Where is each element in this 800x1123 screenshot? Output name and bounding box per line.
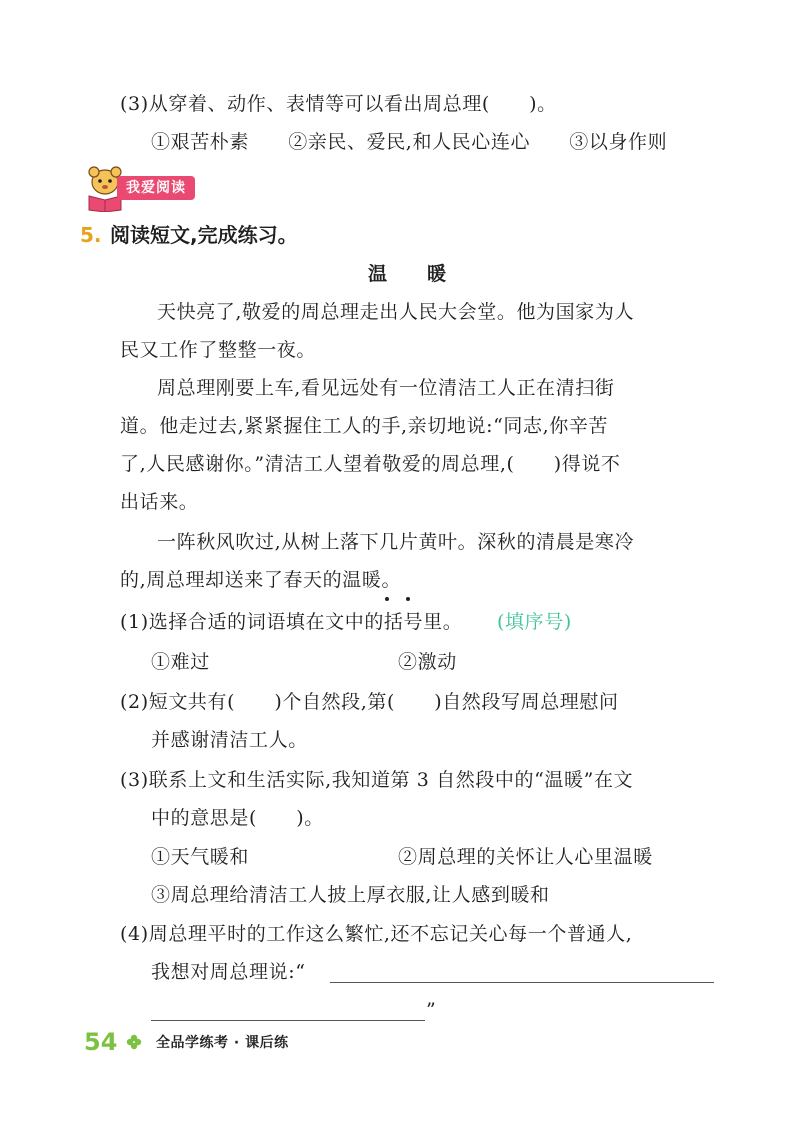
subq2-line-1: (2)短文共有( )个自然段,第( )自然段写周总理慰问	[120, 691, 619, 713]
subq1-option-1: ①难过	[151, 651, 210, 673]
subq3-option-1: ①天气暖和	[151, 846, 250, 868]
subq3-line-2: 中的意思是( )。	[151, 807, 324, 829]
subq3-option-3: ③周总理给清洁工人披上厚衣服,让人感到暖和	[151, 884, 550, 906]
passage-line: 一阵秋风吹过,从树上落下几片黄叶。深秋的清晨是寒冷	[157, 531, 635, 553]
q3-prev-options: ①艰苦朴素 ②亲民、爱民,和人民心连心 ③以身作则	[151, 131, 668, 153]
q3-prev-line: (3)从穿着、动作、表情等可以看出周总理( )。	[120, 93, 557, 115]
emphasis-dot	[385, 597, 389, 601]
answer-blank-1[interactable]	[330, 982, 714, 983]
question-number: 5.	[80, 223, 102, 247]
question-title: 阅读短文,完成练习。	[110, 223, 298, 247]
subq1-text: (1)选择合适的词语填在文中的括号里。	[120, 611, 463, 633]
page-number: 54	[84, 1028, 118, 1056]
subq2-line-2: 并感谢清洁工人。	[151, 729, 308, 751]
passage-line: 出话来。	[120, 491, 199, 513]
passage-title: 温暖	[368, 263, 487, 285]
subq4-close-quote: ”	[426, 999, 437, 1021]
passage-line: 的,周总理却送来了春天的温暖。	[120, 569, 402, 591]
passage-line: 了,人民感谢你。”清洁工人望着敬爱的周总理,( )得说不	[120, 453, 621, 475]
section-badge-label: 我爱阅读	[117, 176, 195, 200]
subq1-option-2: ②激动	[398, 651, 457, 673]
answer-blank-2[interactable]	[151, 1020, 425, 1021]
passage-line: 天快亮了,敬爱的周总理走出人民大会堂。他为国家为人	[157, 301, 635, 323]
book-title: 全品学练考 · 课后练	[156, 1035, 289, 1051]
passage-line: 道。他走过去,紧紧握住工人的手,亲切地说:“同志,你辛苦	[120, 415, 609, 437]
clover-icon	[126, 1034, 142, 1050]
subq3-line-1: (3)联系上文和生活实际,我知道第 3 自然段中的“温暖”在文	[120, 769, 634, 791]
emphasis-dot	[406, 597, 410, 601]
subq4-line-1: (4)周总理平时的工作这么繁忙,还不忘记关心每一个普通人,	[120, 923, 633, 945]
subq4-line-2: 我想对周总理说:“	[151, 961, 306, 983]
passage-line: 周总理刚要上车,看见远处有一位清洁工人正在清扫街	[157, 377, 615, 399]
passage-line: 民又工作了整整一夜。	[120, 339, 317, 361]
section-badge	[83, 164, 213, 214]
subq3-option-2: ②周总理的关怀让人心里温暖	[398, 846, 653, 868]
subq1-hint: (填序号)	[497, 611, 572, 633]
